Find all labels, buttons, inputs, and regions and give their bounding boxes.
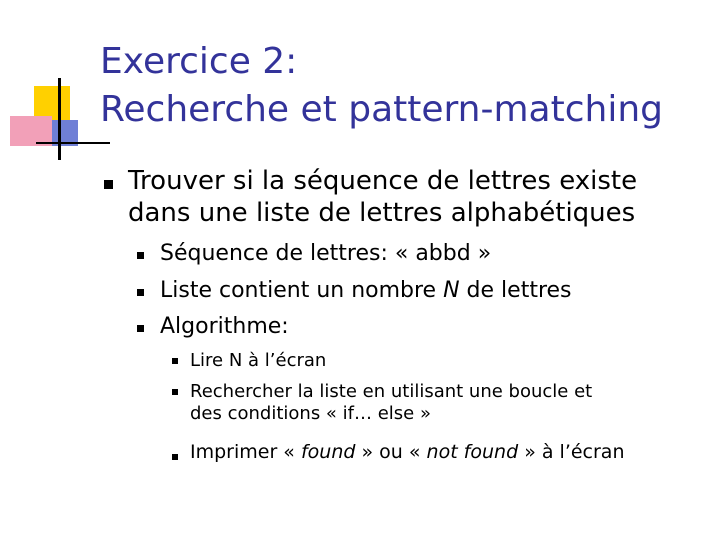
bullet-item-1-line-2: dans une liste de lettres alphabétiques bbox=[128, 198, 636, 228]
subsub-bullet-item-1: Lire N à l’écran bbox=[190, 350, 327, 371]
logo-vertical-line bbox=[58, 78, 61, 160]
sub-bullet-item-3: Algorithme: bbox=[160, 314, 289, 339]
sub-bullet-item-2 bbox=[160, 277, 572, 305]
sub-bullet-item-2-text-a: Liste contient un nombre bbox=[160, 278, 444, 303]
subsub-bullet-item-3-emphasis-not-found: not found bbox=[426, 441, 519, 463]
subsub-bullet-square-icon bbox=[172, 454, 178, 460]
subsub-bullet-item-3 bbox=[190, 440, 625, 464]
sub-bullet-square-icon bbox=[137, 289, 144, 296]
subsub-bullet-item-3-text-b: » ou « bbox=[355, 441, 427, 463]
subsub-bullet-item-3-text-c: » à l’écran bbox=[518, 441, 625, 463]
slide-title bbox=[100, 38, 700, 134]
subsub-bullet-item-2 bbox=[190, 381, 592, 425]
sub-bullet-item-2-text-b: de lettres bbox=[459, 278, 572, 303]
subsub-bullet-item-2-line-2: des conditions « if… else » bbox=[190, 403, 431, 424]
subsub-bullet-item-3-emphasis-found: found bbox=[300, 441, 356, 463]
subsub-bullet-item-3-text-a: Imprimer « bbox=[190, 441, 301, 463]
slide-logo bbox=[0, 0, 110, 170]
sub-bullet-square-icon bbox=[137, 252, 144, 259]
subsub-bullet-item-2-line-1: Rechercher la liste en utilisant une boucle et bbox=[190, 381, 593, 402]
subsub-bullet-square-icon bbox=[172, 389, 178, 395]
sub-bullet-item-2-emphasis: N bbox=[443, 278, 460, 303]
bullet-square-icon bbox=[104, 180, 113, 189]
bullet-item-1 bbox=[128, 165, 698, 229]
bullet-item-1-line-1: Trouver si la séquence de lettres existe bbox=[128, 166, 638, 196]
title-line-1: Exercice 2: bbox=[100, 41, 298, 82]
title-line-2: Recherche et pattern-matching bbox=[100, 89, 664, 130]
sub-bullet-square-icon bbox=[137, 325, 144, 332]
sub-bullet-item-1: Séquence de lettres: « abbd » bbox=[160, 241, 492, 266]
subsub-bullet-square-icon bbox=[172, 358, 178, 364]
logo-horizontal-line bbox=[36, 142, 110, 144]
